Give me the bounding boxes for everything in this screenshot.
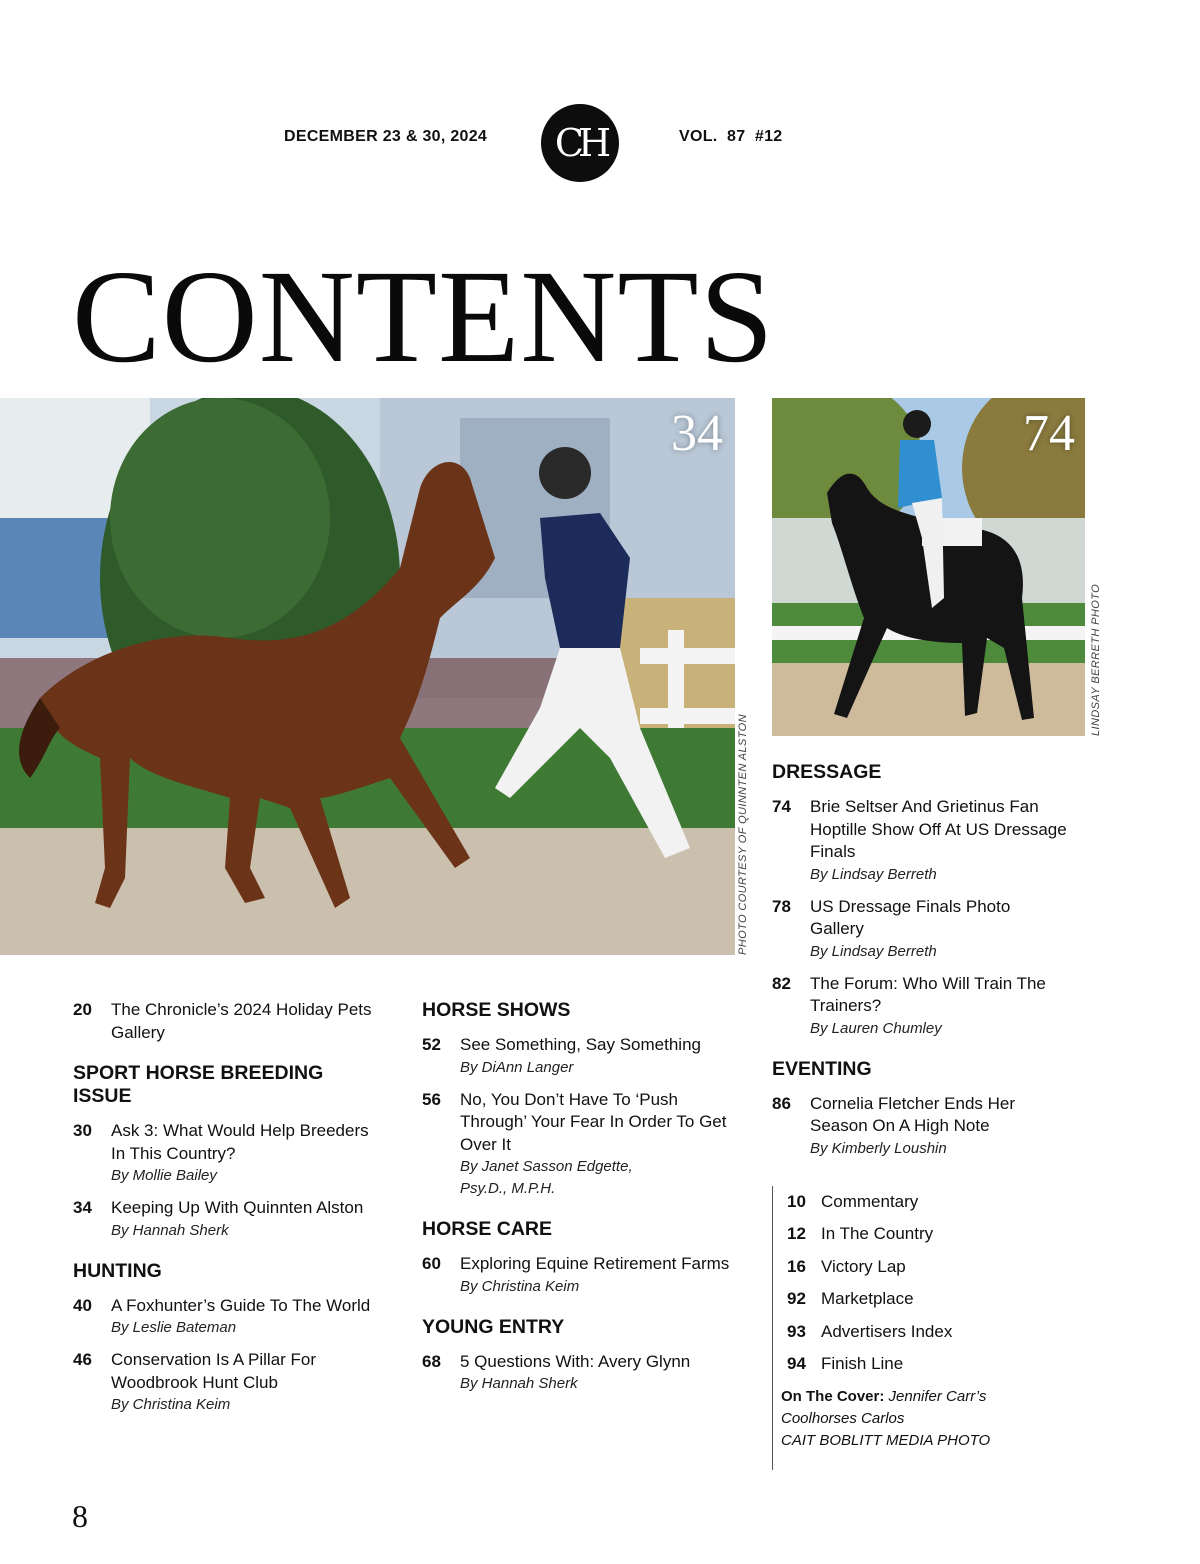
entry-title: US Dressage Finals Photo Gallery	[810, 896, 1011, 938]
issue-volume: VOL. 87 #12	[679, 128, 783, 145]
entry-title: A Foxhunter’s Guide To The World	[111, 1295, 371, 1315]
toc-entry[interactable]: 46 Conservation Is A Pillar For Woodbrook Hunt Club By Christina Keim	[73, 1349, 373, 1416]
toc-entry[interactable]: 78 US Dressage Finals Photo Gallery By Lindsay Berreth	[772, 896, 1072, 963]
toc-entry[interactable]: 52 See Something, Say Something By DiAnn Langer	[422, 1034, 732, 1079]
page-title: CONTENTS	[72, 242, 775, 390]
cover-text-2: Coolhorses Carlos	[781, 1410, 905, 1428]
logo-monogram: CH	[554, 121, 606, 165]
cover-text-1: Jennifer Carr’s	[884, 1388, 987, 1406]
section-heading: EVENTING	[772, 1057, 872, 1080]
section-heading: HUNTING	[73, 1259, 162, 1282]
entry-byline: By Christina Keim	[460, 1277, 580, 1295]
entry-byline: By Kimberly Loushin	[810, 1139, 947, 1157]
entry-title: Keeping Up With Quinnten Alston	[111, 1198, 364, 1217]
section-heading: DRESSAGE	[772, 761, 882, 783]
department-item[interactable]: 10 Commentary	[787, 1192, 919, 1211]
entry-byline: By Janet Sasson Edgette, Psy.D., M.P.H.	[460, 1158, 633, 1197]
section-heading: SPORT HORSE BREEDING ISSUE	[73, 1062, 324, 1107]
cover-label: On The Cover:	[781, 1388, 885, 1406]
entry-byline: By Hannah Sherk	[111, 1221, 229, 1239]
side-photo	[772, 398, 1085, 736]
section-heading: YOUNG ENTRY	[422, 1315, 565, 1338]
entry-byline: By Lindsay Berreth	[810, 942, 937, 960]
entry-byline: By DiAnn Langer	[460, 1058, 574, 1076]
entry-byline: By Lindsay Berreth	[810, 865, 937, 883]
section-heading: HORSE SHOWS	[422, 999, 571, 1021]
entry-title: The Forum: Who Will Train The Trainers?	[810, 973, 1046, 1015]
department-item[interactable]: 16 Victory Lap	[787, 1256, 906, 1276]
entry-title: See Something, Say Something	[460, 1035, 701, 1054]
entry-byline: By Lauren Chumley	[810, 1019, 942, 1037]
issue-date: DECEMBER 23 & 30, 2024	[284, 128, 488, 145]
entry-title: No, You Don’t Have To ‘Push Through’ Your Fear In Order To Get Over It	[460, 1089, 727, 1154]
entry-byline: By Mollie Bailey	[111, 1167, 217, 1184]
departments-list	[772, 1186, 1067, 1470]
toc-entry[interactable]: 74 Brie Seltser And Grietinus Fan Hoptille Show Off At US Dressage Finals By Lindsay Berreth	[772, 796, 1072, 886]
toc-entry[interactable]: 20 The Chronicle’s 2024 Holiday Pets Gallery	[73, 999, 373, 1044]
horse-in-hand-illustration	[0, 398, 735, 955]
entry-title: 5 Questions With: Avery Glynn	[460, 1351, 691, 1371]
toc-entry[interactable]: 40 A Foxhunter’s Guide To The World By Leslie Bateman	[73, 1295, 373, 1340]
toc-entry[interactable]: 86 Cornelia Fletcher Ends Her Season On A High Note By Kimberly Loushin	[772, 1093, 1072, 1160]
department-item[interactable]: 93 Advertisers Index	[787, 1321, 953, 1341]
entry-title: The Chronicle’s 2024 Holiday Pets Gallery	[111, 1000, 372, 1042]
toc-entry[interactable]: 30 Ask 3: What Would Help Breeders In This Country? By Mollie Bailey	[73, 1120, 373, 1187]
entry-title: Cornelia Fletcher Ends Her Season On A High Note	[810, 1093, 1016, 1135]
department-item[interactable]: 12 In The Country	[787, 1224, 934, 1244]
entry-byline: By Leslie Bateman	[111, 1319, 237, 1336]
contents-column-3	[772, 761, 1072, 1170]
toc-entry[interactable]: 56 No, You Don’t Have To ‘Push Through’ Your Fear In Order To Get Over It By Janet Sasson Edgette, Psy.D., M.P.H.	[422, 1089, 732, 1201]
contents-column-2	[422, 999, 732, 1405]
entry-byline: By Hannah Sherk	[460, 1375, 578, 1392]
entry-title: Ask 3: What Would Help Breeders In This Country?	[111, 1121, 369, 1163]
side-photo-credit: LINDSAY BERRETH PHOTO	[1090, 583, 1102, 736]
entry-title: Exploring Equine Retirement Farms	[460, 1254, 730, 1273]
entry-title: Brie Seltser And Grietinus Fan Hoptille Show Off At US Dressage Finals	[810, 797, 1067, 861]
cover-caption	[781, 1386, 1067, 1452]
chronicle-logo	[541, 104, 619, 182]
side-photo-page-number: 74	[1023, 405, 1075, 462]
department-item[interactable]: 94 Finish Line	[787, 1354, 904, 1374]
toc-entry[interactable]: 68 5 Questions With: Avery Glynn By Hannah Sherk	[422, 1351, 732, 1396]
main-photo-credit: PHOTO COURTESY OF QUINNTEN ALSTON	[737, 714, 749, 955]
cover-credit: CAIT BOBLITT MEDIA PHOTO	[781, 1432, 991, 1450]
main-photo	[0, 398, 735, 955]
entry-byline: By Christina Keim	[111, 1396, 231, 1413]
section-heading: HORSE CARE	[422, 1218, 553, 1240]
page-number: 8	[72, 1498, 88, 1534]
entry-title: Conservation Is A Pillar For Woodbrook Hunt Club	[111, 1350, 317, 1392]
contents-column-1	[73, 999, 373, 1426]
toc-entry[interactable]: 82 The Forum: Who Will Train The Trainers? By Lauren Chumley	[772, 973, 1072, 1040]
main-photo-page-number: 34	[671, 405, 723, 462]
toc-entry[interactable]: 34 Keeping Up With Quinnten Alston By Hannah Sherk	[73, 1197, 373, 1242]
department-item[interactable]: 92 Marketplace	[787, 1289, 914, 1309]
toc-entry[interactable]: 60 Exploring Equine Retirement Farms By Christina Keim	[422, 1253, 732, 1298]
